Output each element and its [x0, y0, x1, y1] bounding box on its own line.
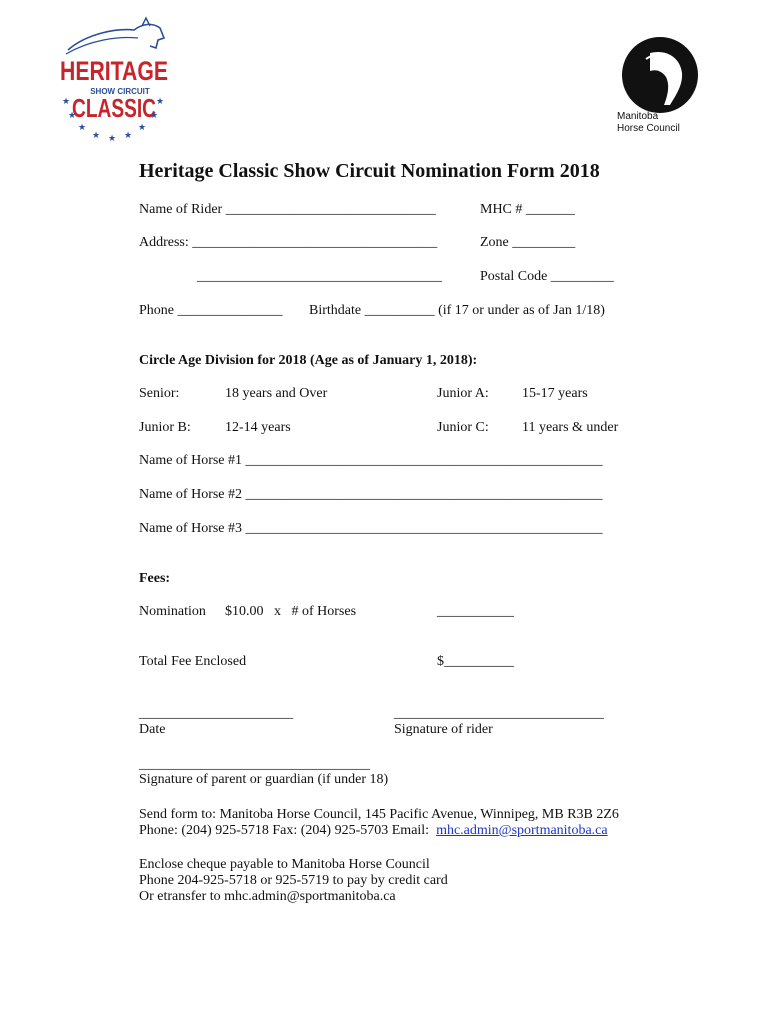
parent-signature-label: Signature of parent or guardian (if under 18)	[139, 772, 389, 787]
birthdate-field[interactable]: Birthdate __________ (if 17 or under as of Jan 1/18)	[309, 303, 605, 318]
division-junior-a-value: 15-17 years	[522, 386, 588, 401]
address-line2-field[interactable]: ___________________________________	[197, 269, 442, 284]
total-fee-field[interactable]: $__________	[437, 654, 514, 669]
nomination-label: Nomination	[139, 604, 206, 619]
svg-text:★: ★	[91, 131, 101, 141]
svg-text:★: ★	[123, 131, 133, 141]
division-senior-value: 18 years and Over	[225, 386, 328, 401]
horse-2-field[interactable]: Name of Horse #2 ___________________________________________________	[139, 487, 603, 502]
rider-name-field[interactable]: Name of Rider ______________________________	[139, 202, 436, 217]
address-field[interactable]: Address: ___________________________________	[139, 235, 438, 250]
rider-signature-label: Signature of rider	[394, 722, 493, 737]
horse-1-field[interactable]: Name of Horse #1 ___________________________________________________	[139, 453, 603, 468]
date-line[interactable]: ______________________	[139, 706, 293, 721]
svg-text:HERITAGE: HERITAGE	[60, 56, 168, 86]
phone-field[interactable]: Phone _______________	[139, 303, 283, 318]
svg-text:★: ★	[149, 111, 159, 121]
rider-signature-line[interactable]: ______________________________	[394, 706, 604, 721]
parent-signature-line[interactable]: _________________________________	[139, 757, 370, 772]
horse-3-field[interactable]: Name of Horse #3 ___________________________________________________	[139, 521, 603, 536]
svg-text:★: ★	[77, 123, 87, 133]
fees-heading: Fees:	[139, 571, 171, 586]
zone-field[interactable]: Zone _________	[480, 235, 576, 250]
svg-text:★: ★	[107, 134, 117, 144]
nomination-amount-field[interactable]: ___________	[437, 604, 514, 619]
svg-text:SHOW CIRCUIT: SHOW CIRCUIT	[90, 87, 150, 96]
division-senior-label: Senior:	[139, 386, 180, 401]
division-junior-a-label: Junior A:	[437, 386, 489, 401]
mhc-number-field[interactable]: MHC # _______	[480, 202, 575, 217]
svg-text:★: ★	[67, 111, 77, 121]
division-junior-b-label: Junior B:	[139, 420, 191, 435]
division-heading: Circle Age Division for 2018 (Age as of January 1, 2018):	[139, 353, 478, 368]
contact-phone-fax: Phone: (204) 925-5718 Fax: (204) 925-5703 Email:	[139, 823, 437, 838]
date-label: Date	[139, 722, 166, 737]
division-junior-c-value: 11 years & under	[522, 420, 619, 435]
svg-text:★: ★	[137, 123, 147, 133]
mhc-logo-line1: Manitoba	[617, 111, 659, 122]
payment-line3: Or etransfer to mhc.admin@sportmanitoba.ca	[139, 889, 396, 904]
postal-code-field[interactable]: Postal Code _________	[480, 269, 614, 284]
svg-text:★: ★	[61, 97, 71, 107]
page-title: Heritage Classic Show Circuit Nomination Form 2018	[139, 160, 600, 182]
division-junior-c-label: Junior C:	[437, 420, 489, 435]
contact-phone-fax-email	[139, 822, 608, 839]
email-link[interactable]: mhc.admin@sportmanitoba.ca	[436, 823, 608, 838]
svg-text:CLASSIC: CLASSIC	[72, 93, 157, 123]
division-junior-b-value: 12-14 years	[225, 420, 291, 435]
total-fee-label: Total Fee Enclosed	[139, 654, 247, 669]
heritage-classic-logo	[56, 14, 172, 144]
payment-line2: Phone 204-925-5718 or 925-5719 to pay by credit card	[139, 873, 448, 888]
mhc-logo-line2: Horse Council	[617, 123, 680, 134]
payment-line1: Enclose cheque payable to Manitoba Horse Council	[139, 857, 430, 872]
send-to-address: Send form to: Manitoba Horse Council, 145 Pacific Avenue, Winnipeg, MB R3B 2Z6	[139, 807, 619, 822]
svg-text:★: ★	[155, 97, 165, 107]
nomination-calc: $10.00 x # of Horses	[225, 604, 357, 619]
